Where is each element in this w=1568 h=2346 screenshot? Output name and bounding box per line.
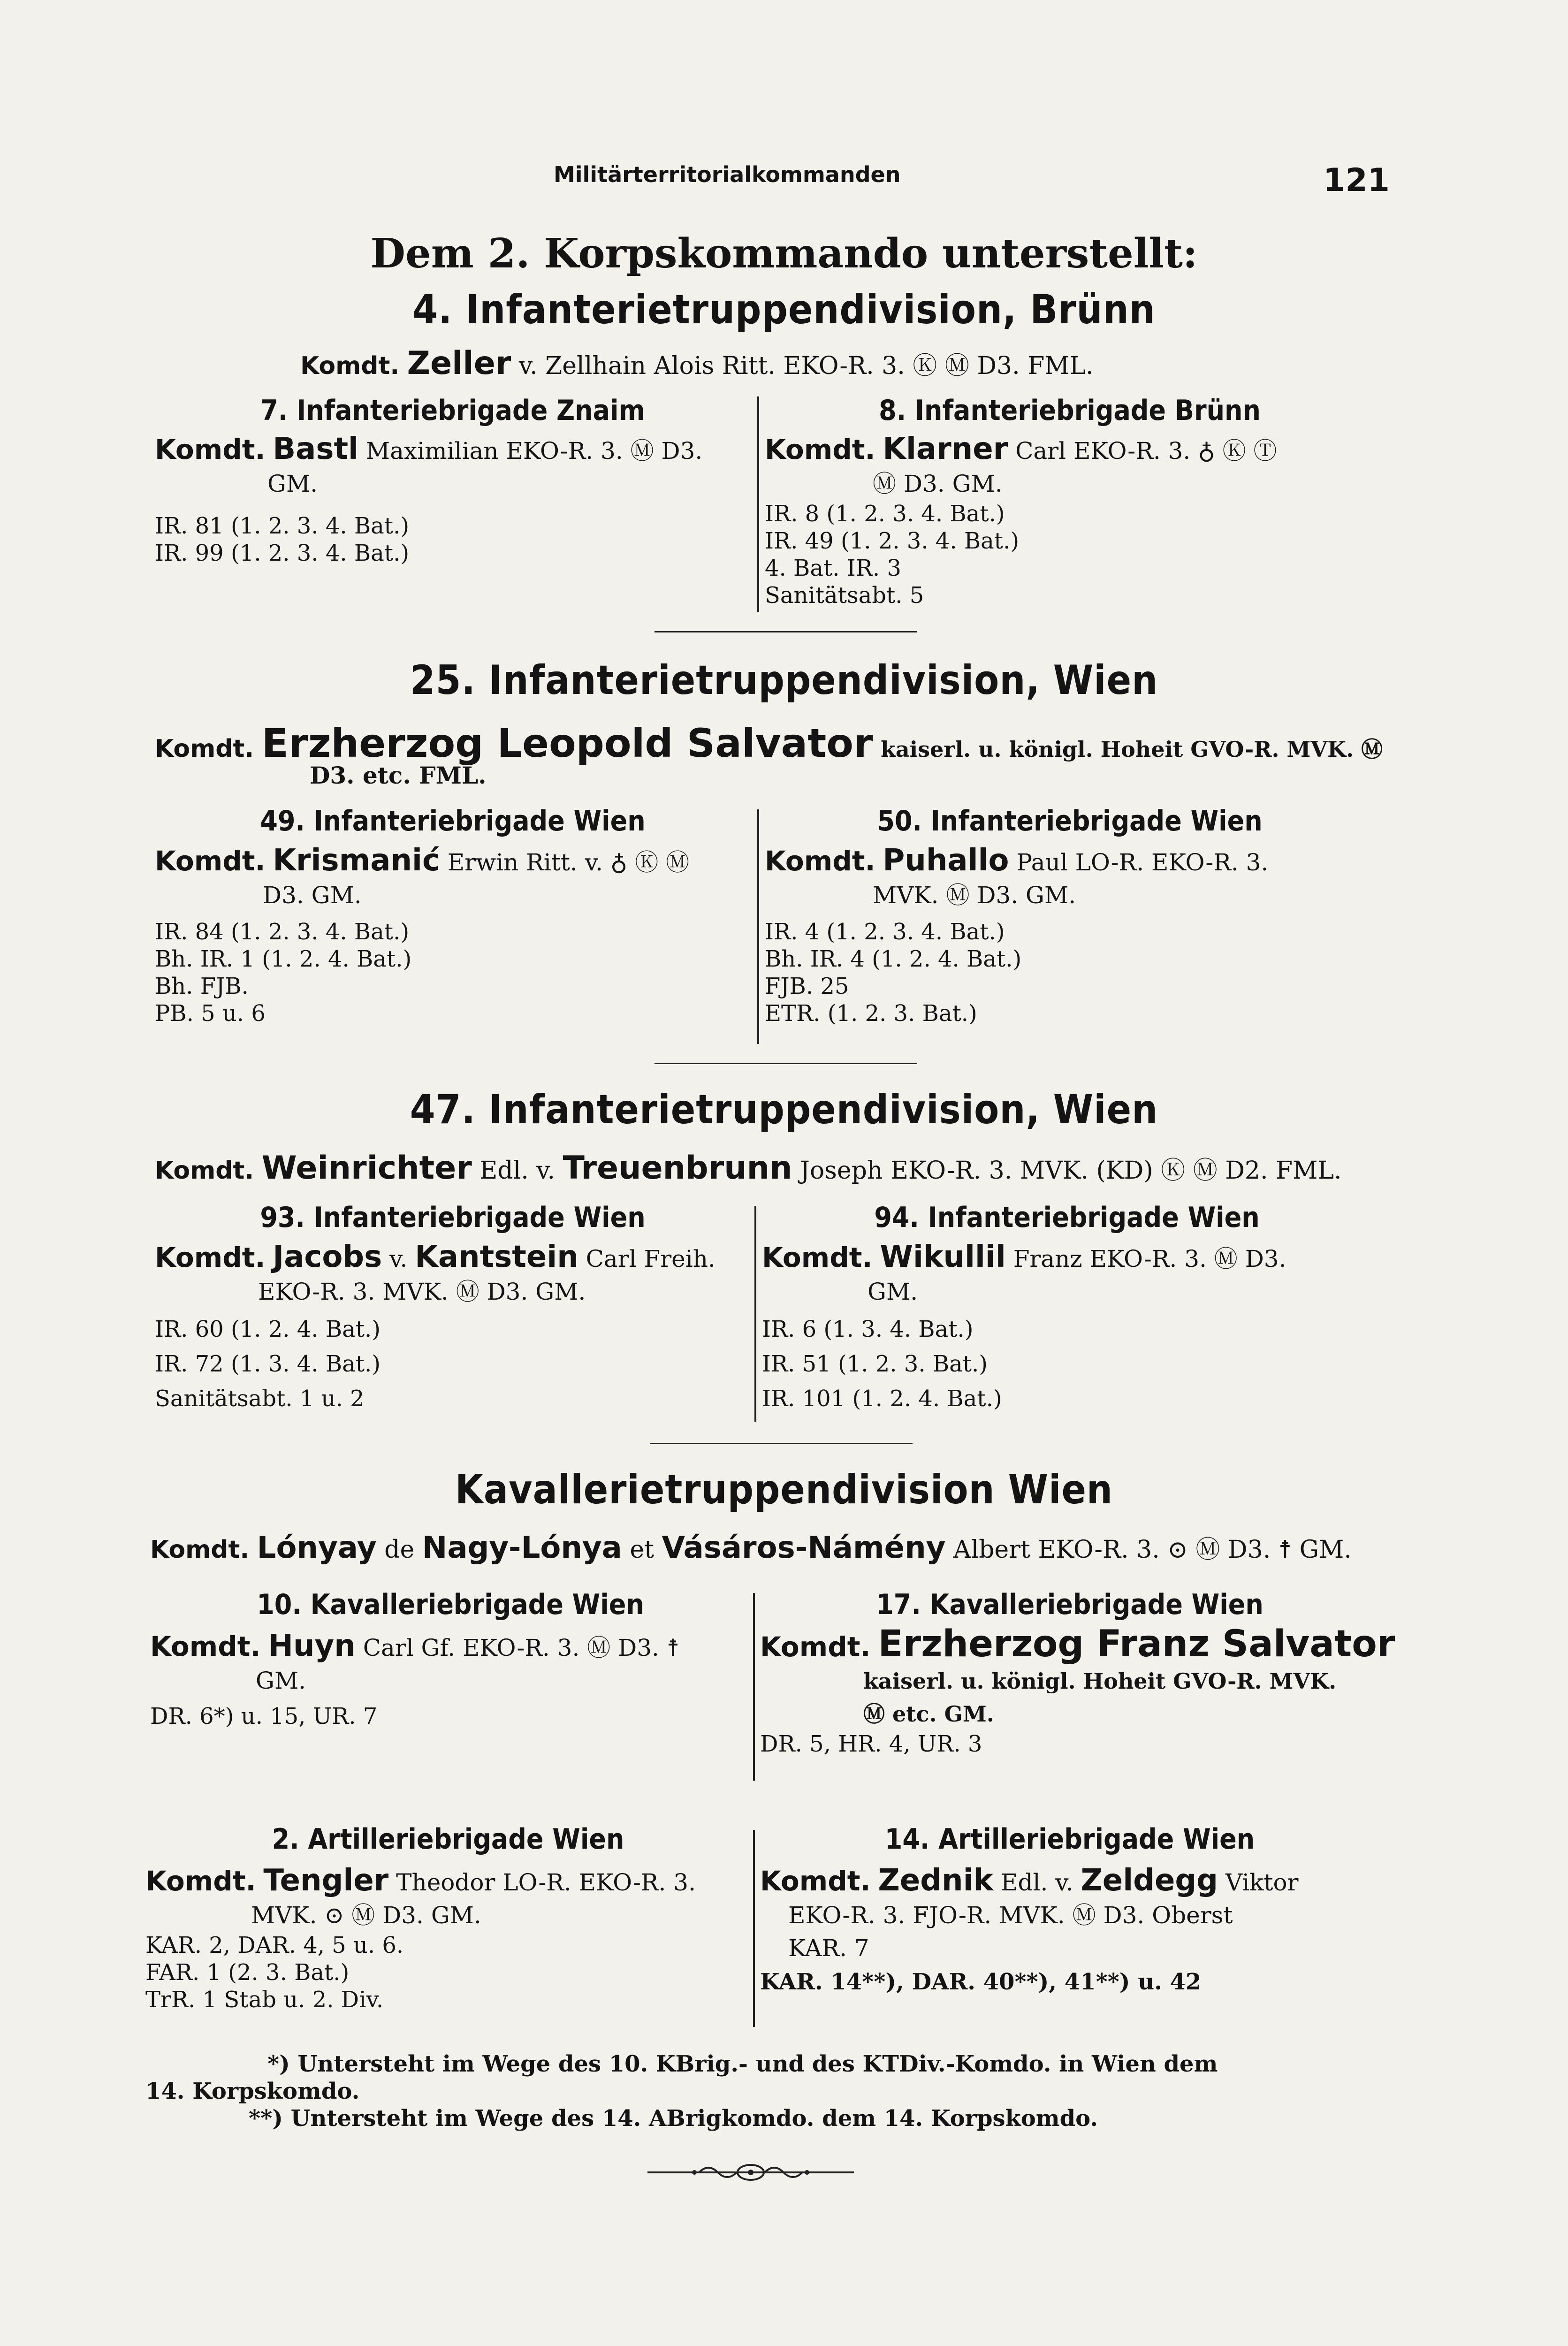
commander-mid: v. [389,1245,408,1272]
brigade-commander [765,433,1375,467]
commander-details: kaiserl. u. königl. Hoheit GVO-R. MVK. Ⓜ [880,737,1383,762]
column-divider [753,1830,755,2027]
commander-name: Weinrichter [261,1150,472,1187]
commander-details-cont: MVK. ⊙ Ⓜ D3. GM. [251,1902,481,1929]
commander-details-cont: Ⓜ etc. GM. [863,1701,994,1727]
unit: Sanitätsabt. 1 u. 2 [155,1386,365,1412]
brigade-title: 14. Artilleriebrigade Wien [884,1823,1255,1856]
command-label: Komdt. [150,1630,261,1662]
unit-list [760,1730,1379,1758]
commander-name-2: Treuenbrunn [563,1150,792,1187]
brigade-title: 93. Infanteriebrigade Wien [260,1201,646,1234]
unit-list [765,918,1375,1027]
commander-details-cont: GM. [256,1667,306,1694]
column-divider [757,396,759,612]
commander-details-cont: D3. etc. FML. [310,762,487,789]
unit-list [760,1968,1379,1996]
command-label: Komdt. [155,1157,254,1185]
brigade-title: 49. Infanteriebrigade Wien [260,805,646,838]
brigade-right [765,394,1375,609]
commander-details-cont: GM. [868,1278,918,1305]
division-commander [300,345,1094,382]
commander-mid: Edl. v. [480,1157,556,1185]
footnote: *) Untersteht im Wege des 10. KBrig.- und des KTDiv.-Komdo. in Wien dem [267,2051,1218,2077]
brigade-commander [760,1864,1379,1899]
commander-name: Bastl [273,432,358,466]
commander-mid-2: et [630,1536,655,1564]
unit: DR. 5, HR. 4, UR. 3 [760,1731,982,1757]
command-label: Komdt. [765,434,875,465]
commander-details: Franz EKO-R. 3. Ⓜ D3. [1013,1245,1286,1272]
division-title: 4. Infanterietruppendivision, Brünn [412,286,1156,333]
command-label: Komdt. [150,1536,250,1564]
main-heading: Dem 2. Korpskommando unterstellt: [370,230,1198,277]
unit-list [765,500,1375,609]
command-label: Komdt. [762,1242,873,1273]
unit: IR. 4 (1. 2. 3. 4. Bat.) [765,919,1005,945]
unit-list [762,1312,1372,1416]
commander-name: Krismanić [273,843,440,878]
commander-details-cont-2: KAR. 7 [788,1935,869,1962]
commander-details: Carl Freih. [586,1245,715,1272]
commander-details-cont: MVK. Ⓜ D3. GM. [873,882,1076,909]
commander-name-2: Kantstein [415,1240,578,1274]
command-label: Komdt. [765,845,875,877]
unit: IR. 6 (1. 3. 4. Bat.) [762,1316,974,1342]
commander-name: Puhallo [883,843,1009,878]
unit: FJB. 25 [765,973,849,999]
unit: PB. 5 u. 6 [155,1000,266,1027]
unit: Bh. IR. 1 (1. 2. 4. Bat.) [155,946,412,972]
unit: IR. 8 (1. 2. 3. 4. Bat.) [765,501,1005,527]
division-title: 25. Infanterietruppendivision, Wien [410,657,1158,704]
brigade-title: 2. Artilleriebrigade Wien [272,1823,624,1856]
unit: IR. 72 (1. 3. 4. Bat.) [155,1351,381,1377]
commander-details: Joseph EKO-R. 3. MVK. (KD) Ⓚ Ⓜ D2. FML. [800,1157,1342,1185]
commander-mid: Edl. v. [1000,1869,1073,1896]
unit: ETR. (1. 2. 3. Bat.) [765,1000,977,1027]
brigade-commander [765,844,1375,879]
unit: 4. Bat. IR. 3 [765,555,901,581]
unit: IR. 60 (1. 2. 4. Bat.) [155,1316,381,1342]
section-rule [655,631,917,632]
commander-details: Carl Gf. EKO-R. 3. Ⓜ D3. ☨ [363,1634,680,1661]
unit: Bh. FJB. [155,973,249,999]
unit: DR. 6*) u. 15, UR. 7 [150,1703,378,1729]
division-title: 47. Infanterietruppendivision, Wien [410,1086,1158,1133]
brigade-commander [762,1241,1372,1275]
commander-details: Carl EKO-R. 3. ♁ Ⓚ Ⓣ [1015,437,1277,465]
unit: Bh. IR. 4 (1. 2. 4. Bat.) [765,946,1022,972]
commander-details: v. Zellhain Alois Ritt. EKO-R. 3. Ⓚ Ⓜ D3. FML. [518,352,1094,380]
brigade-commander [155,433,751,467]
commander-details-cont: Ⓜ D3. GM. [873,470,1003,497]
brigade-commander [150,1630,751,1664]
brigade-right [762,1201,1372,1416]
brigade-commander [155,844,751,879]
section-rule [655,1063,917,1064]
unit-list [150,1703,751,1730]
commander-details: Albert EKO-R. 3. ⊙ Ⓜ D3. ☨ GM. [953,1536,1352,1564]
brigade-right [765,805,1375,1027]
column-divider [754,1206,756,1422]
division-commander [155,1150,1341,1187]
command-label: Komdt. [155,434,266,465]
command-label: Komdt. [155,735,254,763]
section-rule [650,1443,913,1444]
brigade-commander [155,1241,751,1275]
unit: IR. 81 (1. 2. 3. 4. Bat.) [155,513,410,539]
unit: FAR. 1 (2. 3. Bat.) [145,1959,350,1986]
command-label: Komdt. [145,1865,256,1897]
commander-details: Erwin Ritt. v. ♁ Ⓚ Ⓜ [447,849,690,876]
brigade-title: 17. Kavalleriebrigade Wien [876,1588,1264,1621]
brigade-commander [760,1623,1395,1665]
commander-details-cont: EKO-R. 3. FJO-R. MVK. Ⓜ D3. Oberst [788,1902,1233,1929]
commander-name: Wikullil [880,1240,1006,1274]
artillery-brigade-right [760,1823,1379,1996]
unit: IR. 51 (1. 2. 3. Bat.) [762,1351,988,1377]
brigade-left [155,805,751,1027]
unit: TrR. 1 Stab u. 2. Div. [145,1987,384,2013]
commander-details: Maximilian EKO-R. 3. Ⓜ D3. [365,437,703,465]
unit: IR. 99 (1. 2. 3. 4. Bat.) [155,540,410,566]
commander-name: Erzherzog Leopold Salvator [261,720,873,766]
commander-details: Theodor LO-R. EKO-R. 3. [396,1869,696,1896]
unit-list [155,1312,751,1416]
commander-name: Zeller [407,345,511,382]
commander-details-cont: D3. GM. [263,882,362,909]
brigade-title: 8. Infanteriebrigade Brünn [879,394,1261,427]
commander-name: Lónyay [257,1531,377,1565]
unit: IR. 101 (1. 2. 4. Bat.) [762,1386,1002,1412]
commander-details-cont: EKO-R. 3. MVK. Ⓜ D3. GM. [258,1278,586,1305]
command-label: Komdt. [760,1631,871,1663]
unit: IR. 49 (1. 2. 3. 4. Bat.) [765,528,1020,554]
column-divider [753,1593,755,1781]
unit-list [155,918,751,1027]
brigade-title: 10. Kavalleriebrigade Wien [257,1588,644,1621]
commander-name: Erzherzog Franz Salvator [878,1623,1395,1665]
commander-details: kaiserl. u. königl. Hoheit GVO-R. MVK. [863,1668,1337,1694]
running-head: Militärterritorialkommanden [554,162,901,187]
commander-name: Huyn [268,1629,356,1663]
unit-list [155,512,751,567]
column-divider [757,809,759,1044]
brigade-left [150,1588,751,1730]
commander-details-cont: GM. [267,470,318,497]
unit: IR. 84 (1. 2. 3. 4. Bat.) [155,919,410,945]
commander-name: Jacobs [273,1240,382,1274]
unit-list [145,1932,751,2013]
command-label: Komdt. [155,845,266,877]
page-number: 121 [1323,162,1390,199]
command-label: Komdt. [155,1242,266,1273]
commander-name: Klarner [883,432,1008,466]
commander-details: Paul LO-R. EKO-R. 3. [1016,849,1269,876]
division-commander [155,720,1383,766]
brigade-left [155,394,751,567]
commander-name: Zednik [878,1863,994,1898]
division-commander [150,1530,1352,1565]
commander-mid: de [384,1536,415,1564]
brigade-title: 50. Infanteriebrigade Wien [877,805,1263,838]
division-title: Kavallerietruppendivision Wien [455,1466,1113,1513]
artillery-brigade-left [145,1823,751,2013]
command-label: Komdt. [760,1865,871,1897]
commander-name-2: Nagy-Lónya [422,1531,622,1565]
footnote-cont: 14. Korpskomdo. [145,2078,360,2104]
brigade-title: 7. Infanteriebrigade Znaim [260,394,645,427]
brigade-right [760,1588,1395,1758]
commander-name-2: Zeldegg [1081,1863,1218,1898]
ornament-icon [647,2158,854,2186]
brigade-commander [145,1864,751,1899]
footnote: **) Untersteht im Wege des 14. ABrigkomdo. dem 14. Korpskomdo. [249,2105,1098,2132]
command-label: Komdt. [300,352,400,380]
unit: KAR. 2, DAR. 4, 5 u. 6. [145,1932,404,1958]
commander-details: Viktor [1225,1869,1299,1896]
brigade-title: 94. Infanteriebrigade Wien [874,1201,1260,1234]
unit: Sanitätsabt. 5 [765,582,924,609]
commander-name-3: Vásáros-Námény [662,1531,946,1565]
commander-name: Tengler [263,1863,389,1898]
brigade-left [155,1201,751,1416]
unit: KAR. 14**), DAR. 40**), 41**) u. 42 [760,1969,1202,1995]
